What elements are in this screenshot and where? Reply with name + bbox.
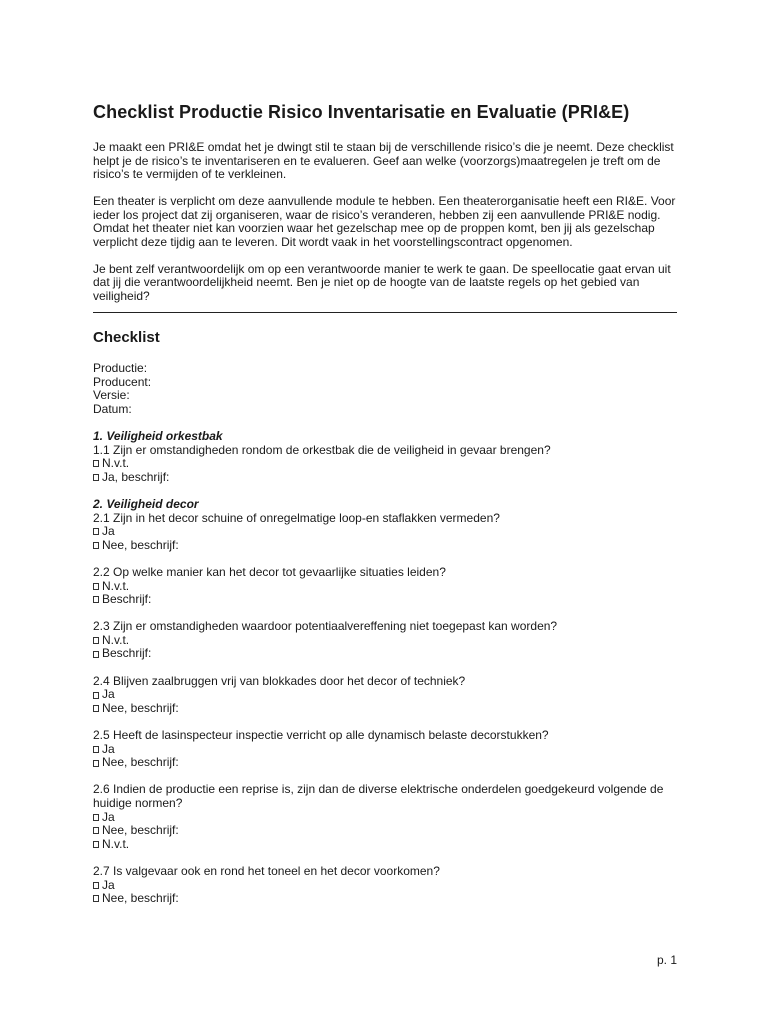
option-label: N.v.t. [102,456,130,471]
page-number: p. 1 [657,953,678,967]
option[interactable] [93,525,677,539]
option[interactable] [93,824,677,838]
option[interactable] [93,811,677,825]
checkbox-icon[interactable] [93,814,99,821]
option-label: N.v.t. [102,578,130,593]
meta-fields [93,362,677,416]
option[interactable] [93,838,677,852]
checkbox-icon[interactable] [93,760,99,767]
checkbox-icon[interactable] [93,746,99,753]
option-label: Nee, beschrijf: [102,755,179,770]
field-producent[interactable]: Producent: [93,374,152,389]
option-label: Nee, beschrijf: [102,823,179,838]
section-title: 2. Veiligheid decor [93,496,199,511]
question-2-3: 2.3 Zijn er omstandigheden waardoor potentiaalvereffening niet toegepast kan worden? [93,619,558,634]
intro-paragraph: Je maakt een PRI&E omdat het je dwingt stil te staan bij de verschillende risico’s die je neemt. Deze checklist helpt je de risico’s te inventariseren en te evalueren. Geef aan welke (voorzorgs)maatregelen je treft om de risico’s te vermijden of te verkleinen. [93,140,674,181]
option-label: Beschrijf: [102,592,152,607]
field-versie[interactable]: Versie: [93,388,130,403]
option[interactable] [93,457,677,471]
checkbox-icon[interactable] [93,583,99,590]
checkbox-icon[interactable] [93,460,99,467]
option[interactable] [93,756,677,770]
checkbox-icon[interactable] [93,528,99,535]
document-page [93,100,677,906]
question-2-4: 2.4 Blijven zaalbruggen vrij van blokkades door het decor of techniek? [93,673,466,688]
option[interactable] [93,580,677,594]
checkbox-icon[interactable] [93,882,99,889]
option[interactable] [93,688,677,702]
field-datum[interactable]: Datum: [93,401,132,416]
checkbox-icon[interactable] [93,542,99,549]
intro-paragraph: Je bent zelf verantwoordelijk om op een verantwoorde manier te werk te gaan. De speellocatie gaat ervan uit dat jij die verantwoordelijkheid neemt. Ben je niet op de hoogte van de laatste regels op het gebied van veiligheid? [93,261,671,303]
checkbox-icon[interactable] [93,474,99,481]
checkbox-icon[interactable] [93,827,99,834]
question-2-1: 2.1 Zijn in het decor schuine of onregelmatige loop-en staflakken vermeden? [93,510,500,525]
question-block [93,865,677,906]
checkbox-icon[interactable] [93,895,99,902]
option-label: N.v.t. [102,632,130,647]
option-label: Ja [102,687,115,702]
option-label: Ja [102,741,115,756]
option-label: Ja [102,809,115,824]
question-block [93,566,677,607]
option-label: Ja [102,877,115,892]
question-2-7: 2.7 Is valgevaar ook en rond het toneel en het decor voorkomen? [93,863,440,878]
option[interactable] [93,647,677,661]
question-block [93,783,677,851]
checkbox-icon[interactable] [93,596,99,603]
section-divider [93,312,677,313]
option[interactable] [93,634,677,648]
checkbox-icon[interactable] [93,637,99,644]
question-1-1: 1.1 Zijn er omstandigheden rondom de orkestbak die de veiligheid in gevaar brengen? [93,442,551,457]
section-decor [93,498,677,552]
checkbox-icon[interactable] [93,692,99,699]
question-block [93,620,677,661]
question-block [93,729,677,770]
question-2-6: 2.6 Indien de productie een reprise is, zijn dan de diverse elektrische onderdelen goedgekeurd volgende de huidige normen? [93,782,664,810]
document-title: Checklist Productie Risico Inventarisatie en Evaluatie (PRI&E) [93,102,630,122]
option-label: Nee, beschrijf: [102,700,179,715]
option[interactable] [93,892,677,906]
option[interactable] [93,743,677,757]
option[interactable] [93,539,677,553]
intro-paragraph: Een theater is verplicht om deze aanvullende module te hebben. Een theaterorganisatie heeft een RI&E. Voor ieder los project dat zij organiseren, waar de risico’s veranderen, hebben zij een aanvullende PRI&E nodig. Omdat het theater niet kan voorzien waar het gezelschap mee op de proppen komt, ben jij als gezelschap verplicht deze tijdig aan te leveren. Dit wordt vaak in het voorstellingscontract opgenomen. [93,194,676,249]
section-title: 1. Veiligheid orkestbak [93,428,223,443]
option-label: Beschrijf: [102,646,152,661]
checklist-heading: Checklist [93,329,160,346]
option-label: Ja, beschrijf: [102,469,170,484]
intro-text [93,141,677,303]
option-label: Nee, beschrijf: [102,891,179,906]
option[interactable] [93,471,677,485]
checkbox-icon[interactable] [93,651,99,658]
question-block [93,675,677,716]
checkbox-icon[interactable] [93,841,99,848]
option[interactable] [93,702,677,716]
field-productie[interactable]: Productie: [93,361,148,375]
option-label: Nee, beschrijf: [102,537,179,552]
section-orkestbak [93,430,677,484]
question-2-5: 2.5 Heeft de lasinspecteur inspectie verricht op alle dynamisch belaste decorstukken? [93,728,549,743]
option[interactable] [93,879,677,893]
question-2-2: 2.2 Op welke manier kan het decor tot gevaarlijke situaties leiden? [93,564,446,579]
checkbox-icon[interactable] [93,705,99,712]
option-label: Ja [102,524,115,539]
option-label: N.v.t. [102,836,130,851]
option[interactable] [93,593,677,607]
